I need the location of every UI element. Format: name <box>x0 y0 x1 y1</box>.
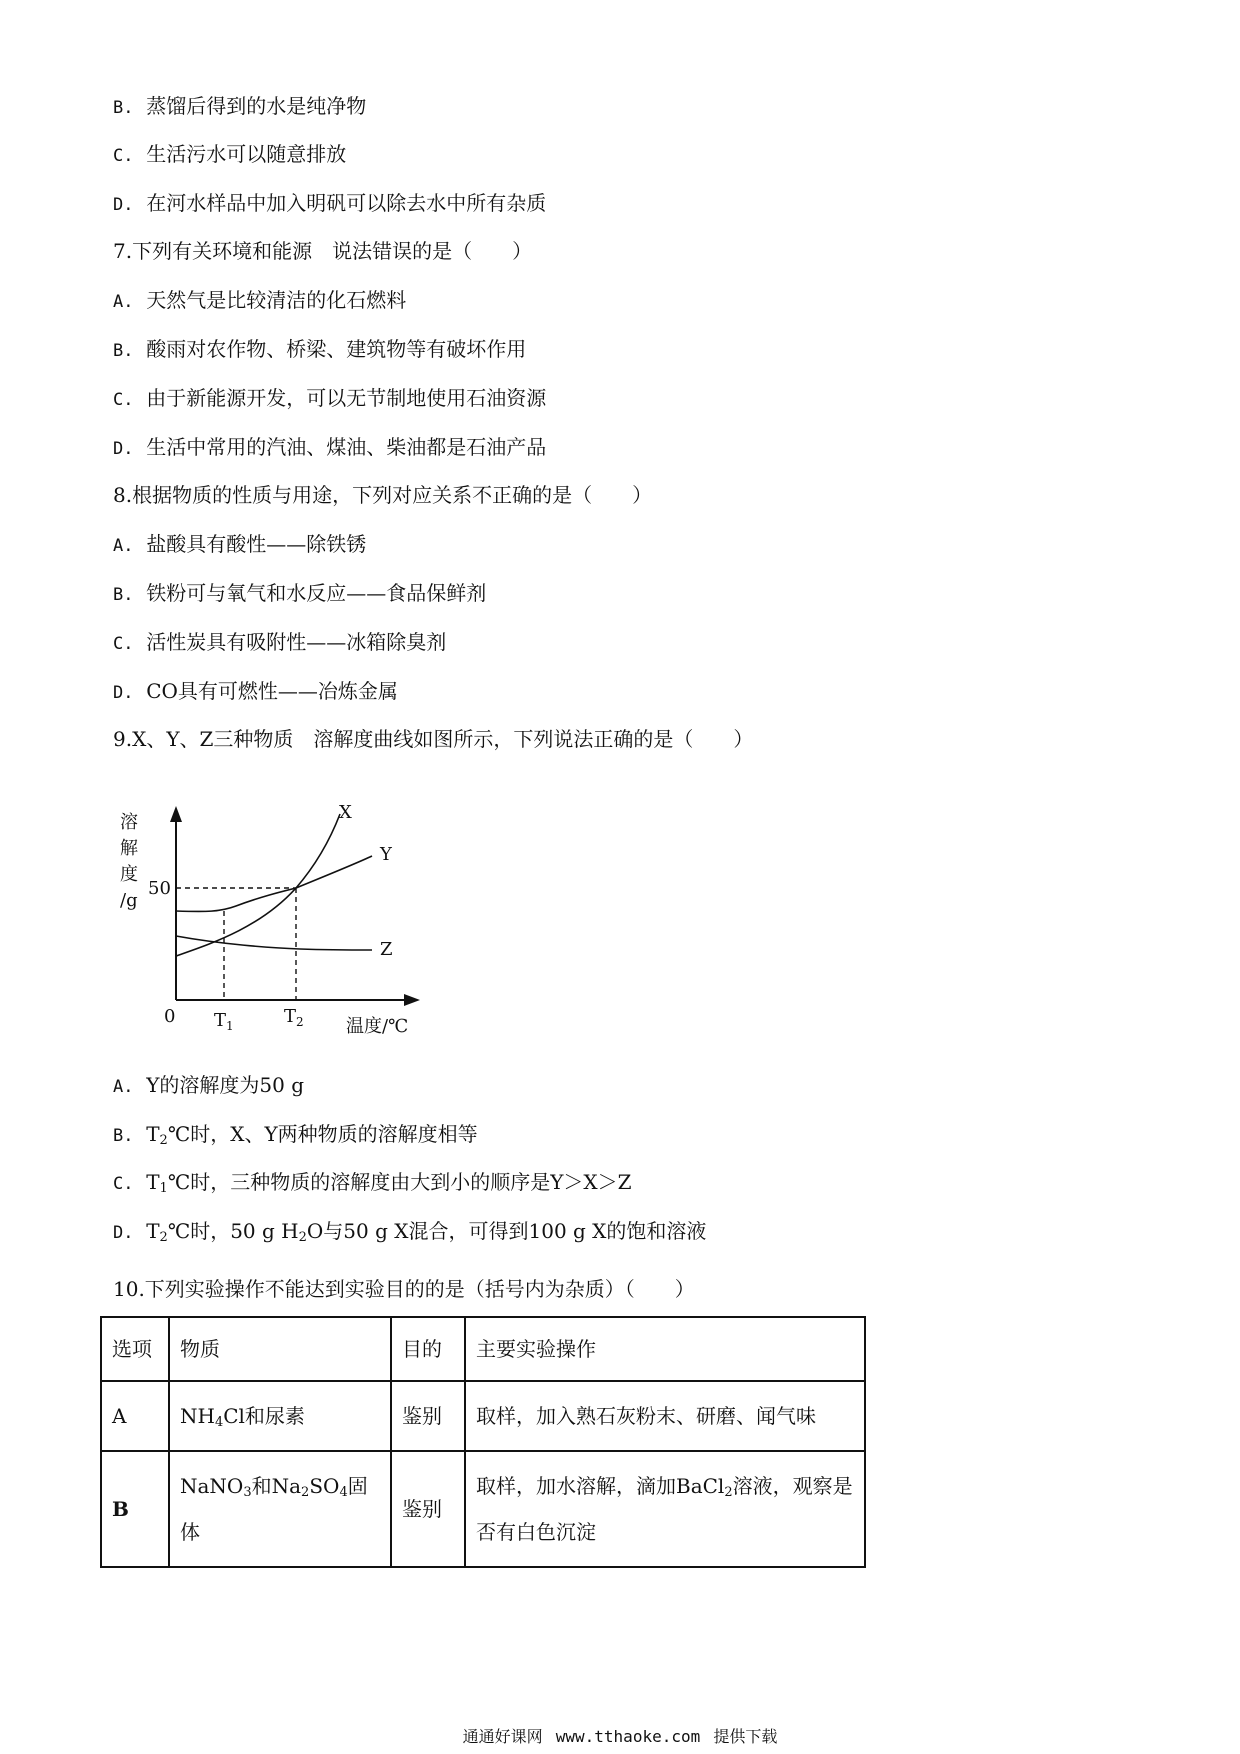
row-a-operation: 取样，加入熟石灰粉末、研磨、闻气味 <box>465 1381 865 1451</box>
q9-option-a: A. Y的溶解度为50 g <box>113 1073 305 1097</box>
row-a-option: A <box>101 1381 169 1451</box>
page-footer <box>0 1724 1240 1747</box>
row-b-operation: 取样，加水溶解，滴加BaCl$_2$溶液，观察是否有白色沉淀 <box>465 1451 865 1567</box>
x-axis-label: 温度/℃ <box>346 1016 409 1037</box>
q9-option-b: B. $T_2℃$时，X、Y两种物质的溶解度相等 <box>113 1122 478 1148</box>
q7-stem: 7.下列有关环境和能源 说法错误的是（ ） <box>113 239 533 263</box>
series-z-label: Z <box>380 939 393 960</box>
row-b-substance: NaNO$_3$和$Na_2SO_4$固体 <box>169 1451 391 1567</box>
y-axis-arrow <box>170 806 182 822</box>
row-b-option: B <box>101 1451 169 1567</box>
table-row <box>101 1451 865 1567</box>
solubility-chart <box>110 800 440 1050</box>
footer-url[interactable]: www.tthaoke.com <box>555 1727 701 1746</box>
q10-stem: 10.下列实验操作不能达到实验目的的是（括号内为杂质）（ ） <box>113 1277 695 1301</box>
table-header-row <box>101 1317 865 1381</box>
y-label-char-3: 度 <box>120 864 138 885</box>
series-y-curve <box>176 856 372 911</box>
header-substance: 物质 <box>169 1317 391 1381</box>
q9-option-d: D. $T_2℃$时，50 g $H_2O$与50 g X混合，可得到100 g X的饱和溶液 <box>113 1219 707 1245</box>
q8-option-a: A. 盐酸具有酸性——除铁锈 <box>113 532 367 556</box>
x-axis-arrow <box>404 994 420 1006</box>
q8-option-b: B. 铁粉可与氧气和水反应——食品保鲜剂 <box>113 581 487 605</box>
y-label-char-4: /g <box>120 890 138 911</box>
x-tick-t1: $T_1$ <box>214 1010 234 1033</box>
q7-option-d: D. 生活中常用的汽油、煤油、柴油都是石油产品 <box>113 435 547 459</box>
origin-label: 0 <box>164 1006 176 1027</box>
series-x-label: X <box>339 802 352 823</box>
series-x-curve <box>176 814 340 956</box>
header-option: 选项 <box>101 1317 169 1381</box>
row-b-aim: 鉴别 <box>391 1451 465 1567</box>
q6-option-b: B. 蒸馏后得到的水是纯净物 <box>113 94 367 118</box>
q9-option-c: C. $T_1℃$时，三种物质的溶解度由大到小的顺序是Y＞X＞Z <box>113 1170 632 1196</box>
q7-option-a: A. 天然气是比较清洁的化石燃料 <box>113 288 407 312</box>
q6-option-c: C. 生活污水可以随意排放 <box>113 142 347 166</box>
footer-note: 提供下载 <box>713 1727 778 1746</box>
series-z-curve <box>176 936 372 950</box>
series-y-label: Y <box>380 844 392 865</box>
q8-option-d: D. CO具有可燃性——冶炼金属 <box>113 679 398 703</box>
y-tick-50: 50 <box>148 878 171 899</box>
footer-site-name: 通通好课网 <box>462 1727 543 1746</box>
header-aim: 目的 <box>391 1317 465 1381</box>
q7-option-b: B. 酸雨对农作物、桥梁、建筑物等有破坏作用 <box>113 337 527 361</box>
y-label-char-2: 解 <box>120 838 138 859</box>
experiment-table <box>100 1316 866 1568</box>
q9-stem: 9.X、Y、Z三种物质 溶解度曲线如图所示，下列说法正确的是（ ） <box>113 727 754 751</box>
y-label-char-1: 溶 <box>120 812 138 833</box>
x-tick-t2: $T_2$ <box>284 1006 304 1029</box>
header-operation: 主要实验操作 <box>465 1317 865 1381</box>
q7-option-c: C. 由于新能源开发，可以无节制地使用石油资源 <box>113 386 547 410</box>
q8-option-c: C. 活性炭具有吸附性——冰箱除臭剂 <box>113 630 447 654</box>
row-a-substance: $NH_4Cl$和尿素 <box>169 1381 391 1451</box>
q8-stem: 8.根据物质的性质与用途，下列对应关系不正确的是（ ） <box>113 483 653 507</box>
q6-option-d: D. 在河水样品中加入明矾可以除去水中所有杂质 <box>113 191 547 215</box>
table-row <box>101 1381 865 1451</box>
row-a-aim: 鉴别 <box>391 1381 465 1451</box>
